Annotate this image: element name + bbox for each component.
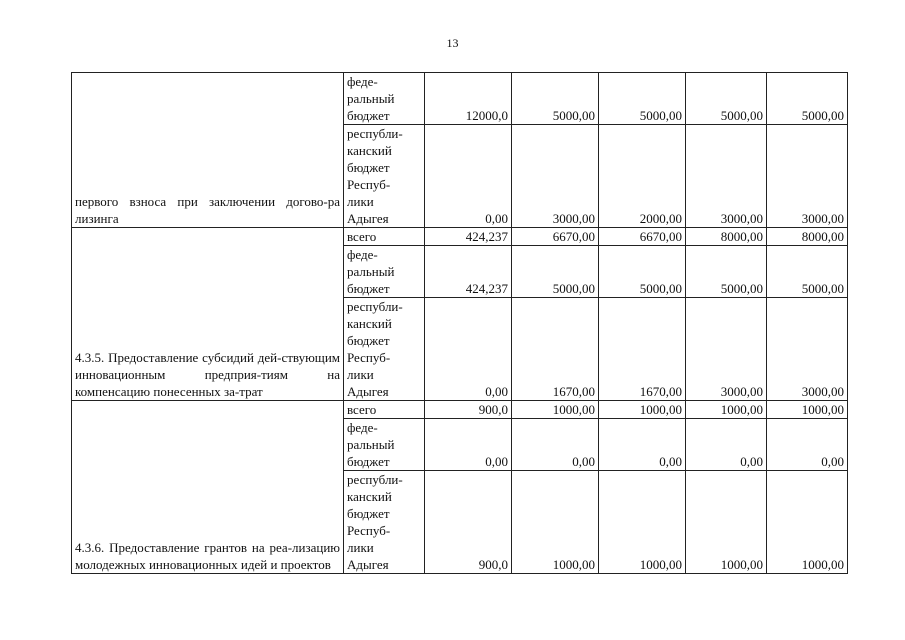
amount-cell: 5000,00: [767, 246, 848, 298]
amount-cell: 8000,00: [686, 228, 767, 246]
table-row: [72, 73, 848, 125]
measure-cell: первого взноса при заключении догово-ра лизинга: [72, 73, 344, 228]
amount-cell: 8000,00: [767, 228, 848, 246]
measure-cell: 4.3.6. Предоставление грантов на реа-лизацию молодежных инновационных идей и проектов: [72, 401, 344, 574]
amount-cell: 1000,00: [767, 471, 848, 574]
amount-cell: 5000,00: [512, 73, 599, 125]
amount-cell: 12000,0: [425, 73, 512, 125]
funding-source-cell: феде- ральный бюджет: [344, 246, 425, 298]
amount-cell: 900,0: [425, 401, 512, 419]
amount-cell: 5000,00: [599, 73, 686, 125]
amount-cell: 6670,00: [512, 228, 599, 246]
amount-cell: 3000,00: [686, 298, 767, 401]
table-body: [72, 73, 848, 574]
amount-cell: 5000,00: [599, 246, 686, 298]
amount-cell: 900,0: [425, 471, 512, 574]
amount-cell: 1000,00: [686, 471, 767, 574]
amount-cell: 1000,00: [767, 401, 848, 419]
measure-cell: 4.3.5. Предоставление субсидий дей-ствующим инновационным предприя-тиям на компенсацию понесенных за-трат: [72, 228, 344, 401]
amount-cell: 3000,00: [767, 298, 848, 401]
amount-cell: 2000,00: [599, 125, 686, 228]
funding-source-cell: феде- ральный бюджет: [344, 73, 425, 125]
amount-cell: 1670,00: [512, 298, 599, 401]
amount-cell: 1000,00: [686, 401, 767, 419]
amount-cell: 0,00: [767, 419, 848, 471]
amount-cell: 5000,00: [767, 73, 848, 125]
funding-source-cell: всего: [344, 228, 425, 246]
amount-cell: 6670,00: [599, 228, 686, 246]
amount-cell: 0,00: [425, 419, 512, 471]
amount-cell: 1670,00: [599, 298, 686, 401]
funding-source-cell: республи- канский бюджет Респуб- лики Адыгея: [344, 298, 425, 401]
amount-cell: 5000,00: [512, 246, 599, 298]
amount-cell: 1000,00: [512, 471, 599, 574]
amount-cell: 1000,00: [512, 401, 599, 419]
amount-cell: 1000,00: [599, 471, 686, 574]
page-number: 13: [446, 36, 459, 50]
funding-source-cell: республи- канский бюджет Респуб- лики Адыгея: [344, 125, 425, 228]
amount-cell: 5000,00: [686, 73, 767, 125]
amount-cell: 0,00: [425, 298, 512, 401]
table-row: [72, 228, 848, 246]
funding-source-cell: феде- ральный бюджет: [344, 419, 425, 471]
amount-cell: 0,00: [512, 419, 599, 471]
amount-cell: 3000,00: [686, 125, 767, 228]
amount-cell: 3000,00: [767, 125, 848, 228]
amount-cell: 5000,00: [686, 246, 767, 298]
amount-cell: 0,00: [686, 419, 767, 471]
amount-cell: 424,237: [425, 228, 512, 246]
amount-cell: 0,00: [425, 125, 512, 228]
amount-cell: 1000,00: [599, 401, 686, 419]
table-row: [72, 401, 848, 419]
funding-source-cell: республи- канский бюджет Респуб- лики Адыгея: [344, 471, 425, 574]
amount-cell: 424,237: [425, 246, 512, 298]
amount-cell: 0,00: [599, 419, 686, 471]
amount-cell: 3000,00: [512, 125, 599, 228]
budget-table: [71, 72, 848, 574]
funding-source-cell: всего: [344, 401, 425, 419]
